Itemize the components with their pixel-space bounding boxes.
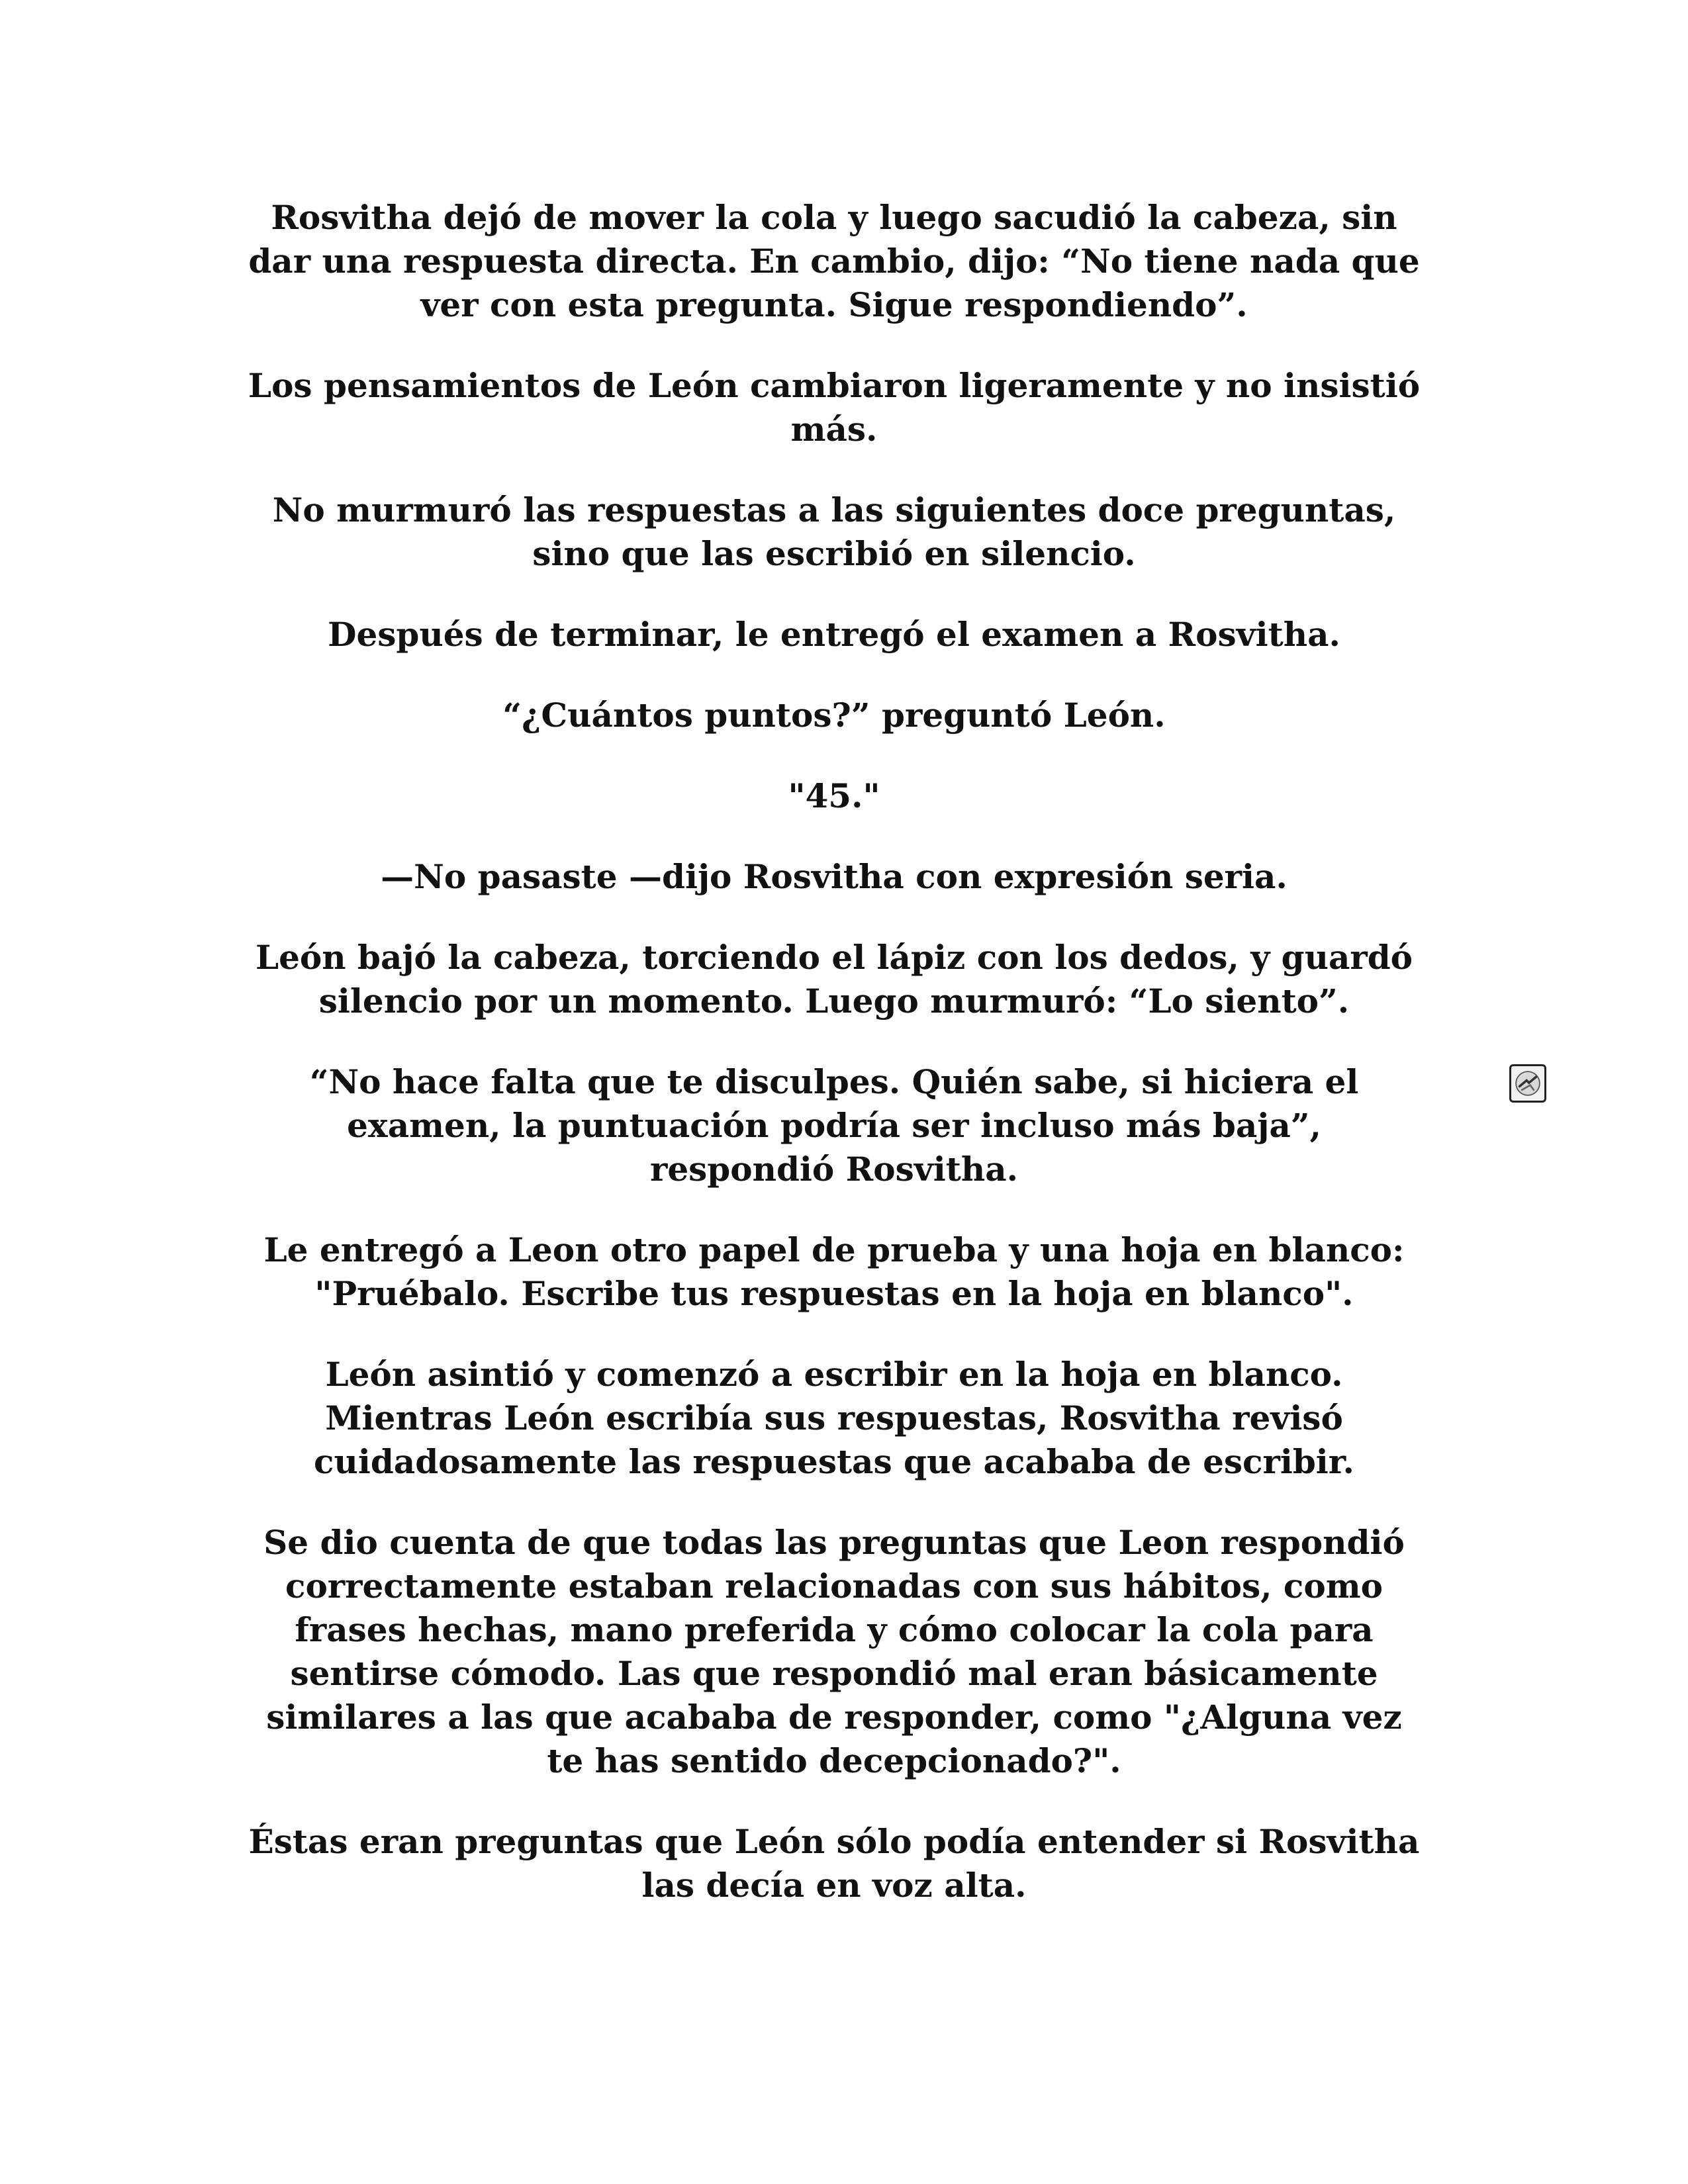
text-line: las decía en voz alta.	[641, 1866, 1027, 1905]
paragraph	[218, 1820, 1450, 1907]
paragraph	[218, 1228, 1450, 1316]
paragraph	[218, 364, 1450, 451]
paragraph	[218, 613, 1450, 657]
text-line: cuidadosamente las respuestas que acababa de escribir.	[314, 1442, 1354, 1481]
paragraph	[218, 936, 1450, 1023]
document-page	[218, 196, 1450, 1944]
text-line: Le entregó a Leon otro papel de prueba y una hoja en blanco:	[263, 1230, 1405, 1269]
text-line: sino que las escribió en silencio.	[532, 534, 1136, 573]
text-line: Rosvitha dejó de mover la cola y luego sacudió la cabeza, sin	[271, 198, 1397, 237]
emblem-graphic	[1511, 1066, 1544, 1101]
text-line: Se dio cuenta de que todas las preguntas que Leon respondió	[263, 1523, 1405, 1562]
text-line: No murmuró las respuestas a las siguientes doce preguntas,	[272, 490, 1396, 529]
text-line: dar una respuesta directa. En cambio, dijo: “No tiene nada que	[248, 242, 1420, 281]
text-line: "Pruébalo. Escribe tus respuestas en la hoja en blanco".	[314, 1274, 1354, 1313]
text-line: Éstas eran preguntas que León sólo podía entender si Rosvitha	[248, 1822, 1420, 1861]
text-line: “No hace falta que te disculpes. Quién sabe, si hiciera el	[309, 1062, 1359, 1101]
text-line: respondió Rosvitha.	[649, 1150, 1019, 1189]
text-line: silencio por un momento. Luego murmuró: “Lo siento”.	[318, 981, 1350, 1021]
text-line: León asintió y comenzó a escribir en la hoja en blanco.	[325, 1355, 1343, 1394]
text-line: te has sentido decepcionado?".	[547, 1741, 1121, 1780]
text-line: “¿Cuántos puntos?” preguntó León.	[502, 696, 1166, 735]
text-line: más.	[790, 410, 878, 449]
paragraph	[218, 855, 1450, 899]
text-line: —No pasaste —dijo Rosvitha con expresión seria.	[381, 857, 1288, 896]
paragraph	[218, 488, 1450, 576]
small-emblem-icon	[1509, 1064, 1546, 1103]
text-line: sentirse cómodo. Las que respondió mal eran básicamente	[290, 1654, 1378, 1693]
text-line: León bajó la cabeza, torciendo el lápiz con los dedos, y guardó	[255, 938, 1413, 977]
text-line: correctamente estaban relacionadas con sus hábitos, como	[285, 1567, 1383, 1606]
text-line: similares a las que acababa de responder, como "¿Alguna vez	[266, 1698, 1402, 1737]
text-line: "45."	[788, 776, 880, 815]
paragraph	[218, 694, 1450, 737]
paragraph	[218, 1521, 1450, 1783]
text-line: frases hechas, mano preferida y cómo colocar la cola para	[295, 1610, 1374, 1649]
text-line: Después de terminar, le entregó el examen a Rosvitha.	[328, 615, 1340, 654]
paragraph	[218, 1060, 1450, 1191]
text-line: ver con esta pregunta. Sigue respondiendo”.	[420, 285, 1248, 324]
paragraph	[218, 774, 1450, 818]
text-line: examen, la puntuación podría ser incluso más baja”,	[347, 1106, 1321, 1145]
text-line: Los pensamientos de León cambiaron ligeramente y no insistió	[248, 366, 1421, 405]
paragraph	[218, 1353, 1450, 1484]
text-line: Mientras León escribía sus respuestas, Rosvitha revisó	[325, 1398, 1343, 1437]
paragraph	[218, 196, 1450, 327]
